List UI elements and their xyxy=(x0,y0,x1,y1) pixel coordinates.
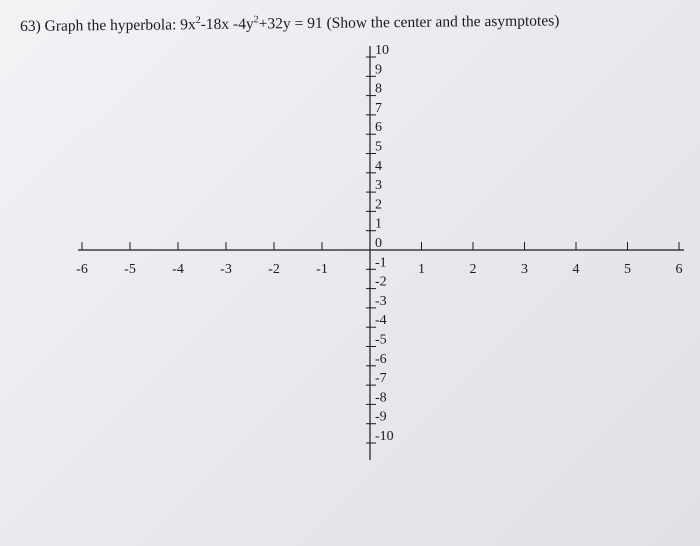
y-tick-label: 10 xyxy=(375,43,389,58)
y-tick-label: 3 xyxy=(375,178,382,194)
y-tick-label: -7 xyxy=(375,371,387,387)
y-tick-label: -5 xyxy=(375,332,387,348)
y-tick-label: -6 xyxy=(375,351,387,367)
y-tick-label: 8 xyxy=(375,81,382,97)
x-tick-label: 4 xyxy=(572,262,580,277)
y-tick-label: 5 xyxy=(375,139,382,155)
x-tick-label: 5 xyxy=(624,262,631,277)
x-tick-label: 2 xyxy=(469,262,477,277)
exponent-2: 2 xyxy=(253,14,259,26)
y-tick-label: -9 xyxy=(375,409,387,425)
x-tick-label: -5 xyxy=(124,262,136,277)
y-tick-label: 0 xyxy=(375,236,382,251)
y-tick-label: 2 xyxy=(375,197,382,213)
x-tick-label: 1 xyxy=(418,262,425,277)
x-tick-label: -2 xyxy=(268,262,280,277)
x-tick-label: -3 xyxy=(220,262,232,277)
y-tick-label: -10 xyxy=(375,429,394,444)
y-tick-label: 6 xyxy=(375,120,382,136)
x-tick-label: 3 xyxy=(521,262,528,277)
y-tick-label: -4 xyxy=(375,313,387,329)
y-tick-label: -3 xyxy=(375,293,387,309)
x-tick-label: -6 xyxy=(76,262,88,277)
problem-text-part-3: +32y = 91 (Show the center and the asymptotes) xyxy=(258,12,560,33)
y-tick-label: -2 xyxy=(375,274,387,290)
x-tick-label: -1 xyxy=(316,262,328,277)
y-tick-label: -8 xyxy=(375,390,387,406)
problem-number: 63) xyxy=(20,17,41,35)
x-tick-label: 6 xyxy=(675,262,683,277)
y-tick-label: 9 xyxy=(375,62,382,78)
y-tick-label: 1 xyxy=(375,216,382,232)
x-tick-label: -4 xyxy=(172,262,184,277)
problem-text-part-1: Graph the hyperbola: 9x xyxy=(44,16,196,35)
y-tick-label: -1 xyxy=(375,255,387,271)
exponent-1: 2 xyxy=(195,14,201,27)
y-tick-label: 4 xyxy=(375,158,382,174)
y-tick-label: 7 xyxy=(375,100,382,116)
problem-text-part-2: -18x -4y xyxy=(200,15,254,34)
